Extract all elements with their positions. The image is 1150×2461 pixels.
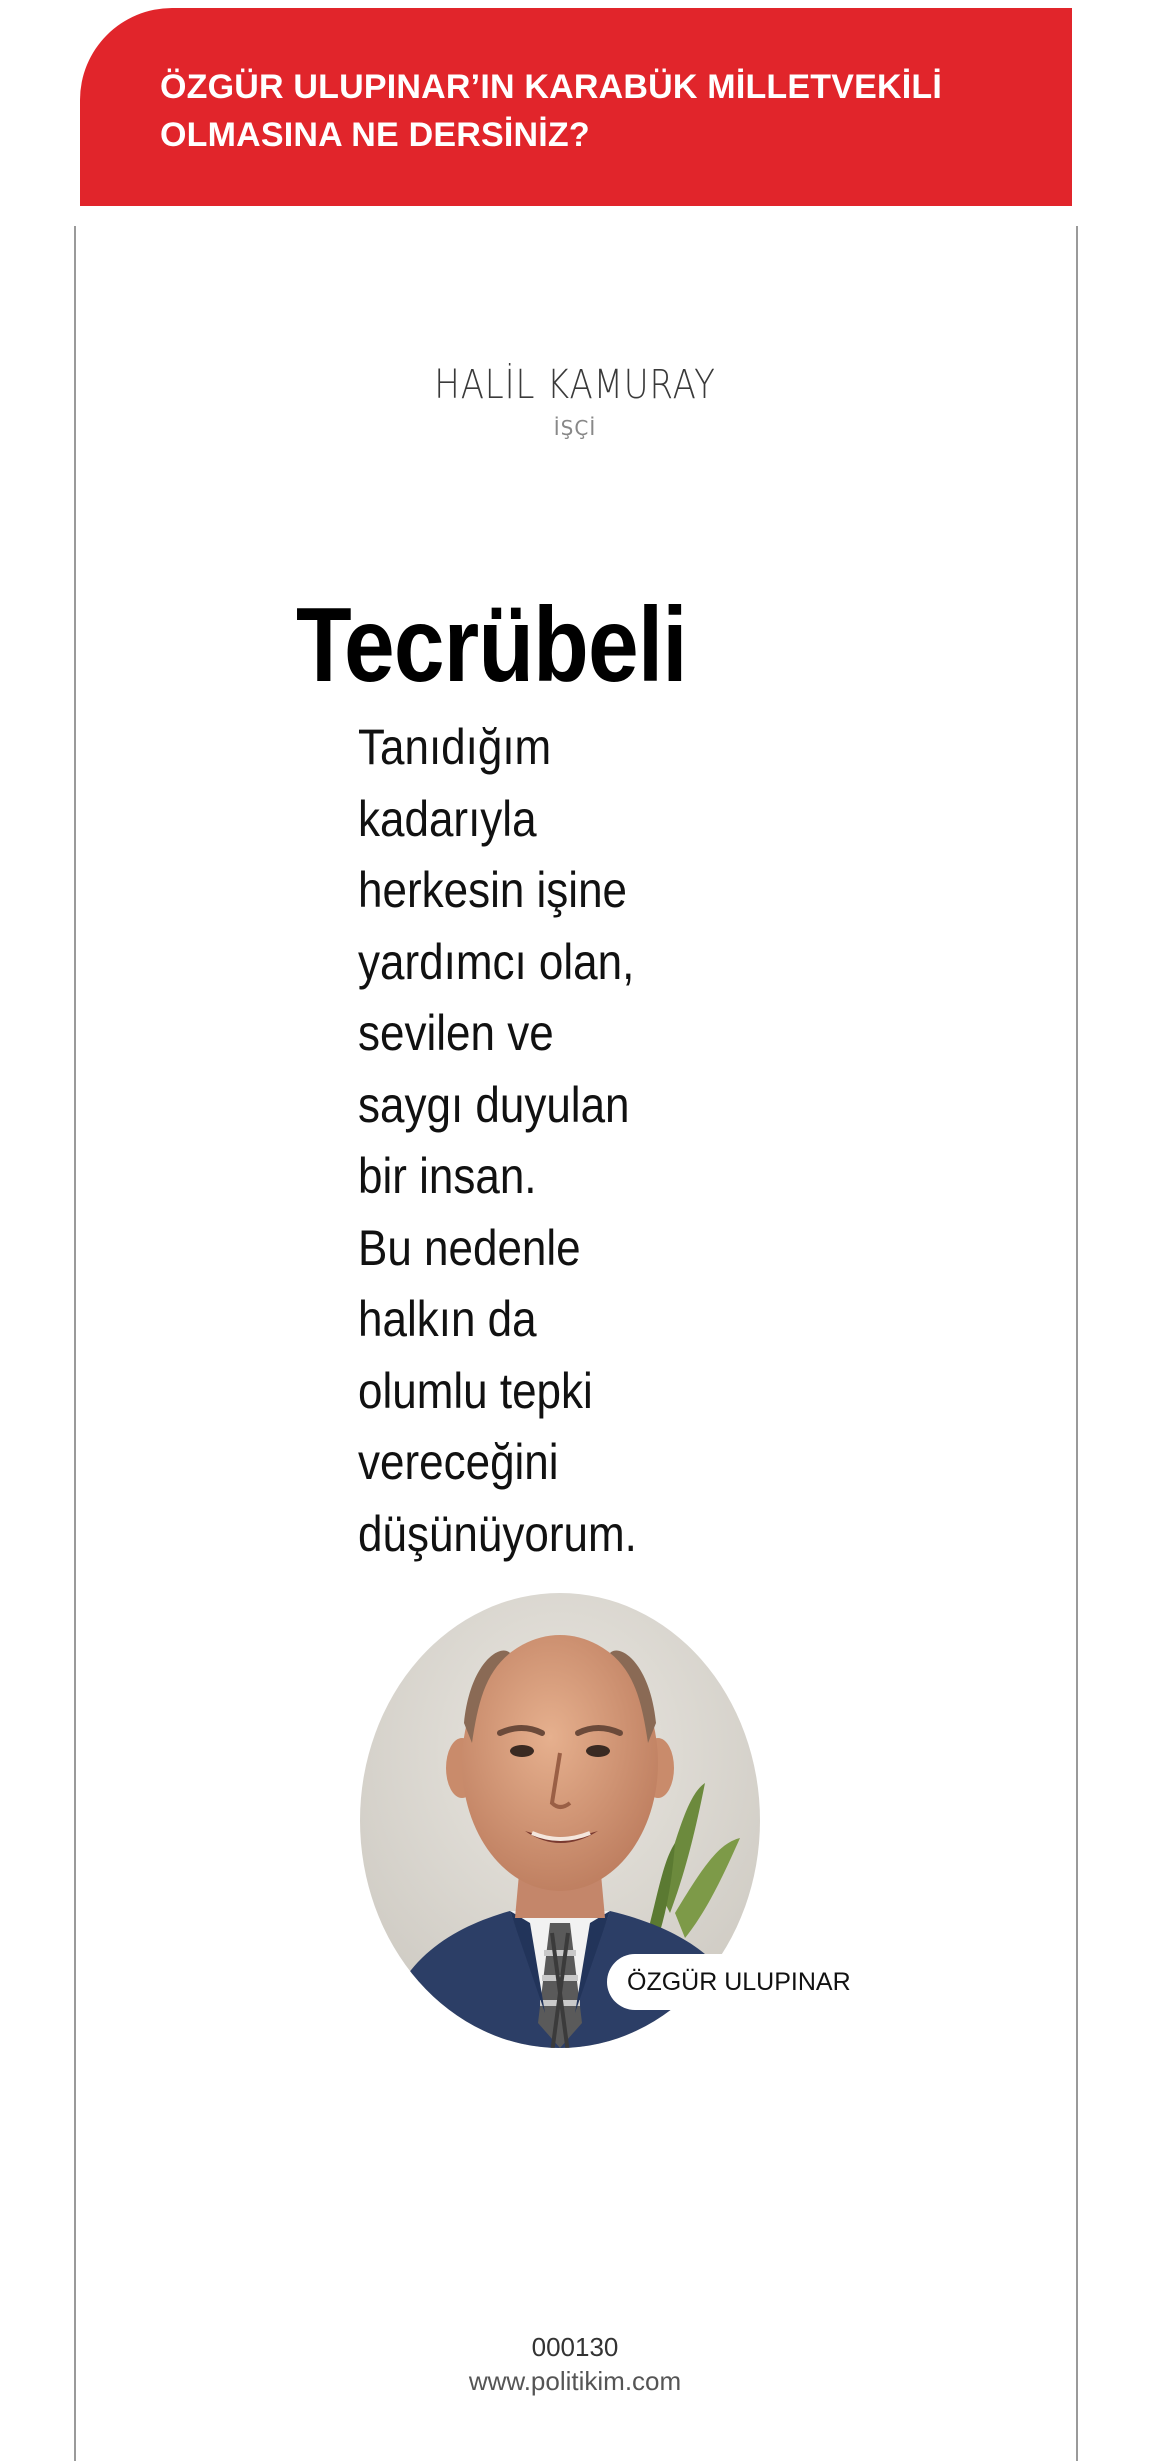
page-title <box>160 63 1060 159</box>
footer-url[interactable]: www.politikim.com <box>468 2366 682 2396</box>
footer-code: 000130 <box>531 2332 619 2362</box>
quote-body <box>358 712 675 1570</box>
portrait-name-badge: ÖZGÜR ULUPINAR <box>607 1954 869 2010</box>
header-banner <box>80 8 1072 206</box>
quote-line: vereceğini <box>358 1434 559 1490</box>
author-name: HALİL KAMURAY <box>434 362 716 408</box>
quote-line: bir insan. <box>358 1148 537 1204</box>
page-title-line-1: ÖZGÜR ULUPINAR’IN KARABÜK MİLLETVEKİLİ <box>160 68 943 106</box>
quote-line: herkesin işine <box>358 862 628 918</box>
page-title-line-2: OLMASINA NE DERSİNİZ? <box>160 116 590 154</box>
author-role: İŞÇİ <box>553 416 597 440</box>
quote-line: kadarıyla <box>358 790 537 847</box>
quote-line: olumlu tepki <box>358 1362 593 1419</box>
quote-line: Bu nedenle <box>358 1219 581 1276</box>
quote-line: yardımcı olan, <box>358 933 635 990</box>
quote-headline: Tecrübeli <box>296 586 687 704</box>
card-border-left <box>74 226 76 2461</box>
quote-line: Tanıdığım <box>358 719 552 775</box>
quote-line: saygı duyulan <box>358 1076 630 1133</box>
quote-line: düşünüyorum. <box>358 1505 637 1562</box>
card-border-right <box>1076 226 1078 2461</box>
quote-line: sevilen ve <box>358 1005 554 1061</box>
quote-line: halkın da <box>358 1291 537 1347</box>
